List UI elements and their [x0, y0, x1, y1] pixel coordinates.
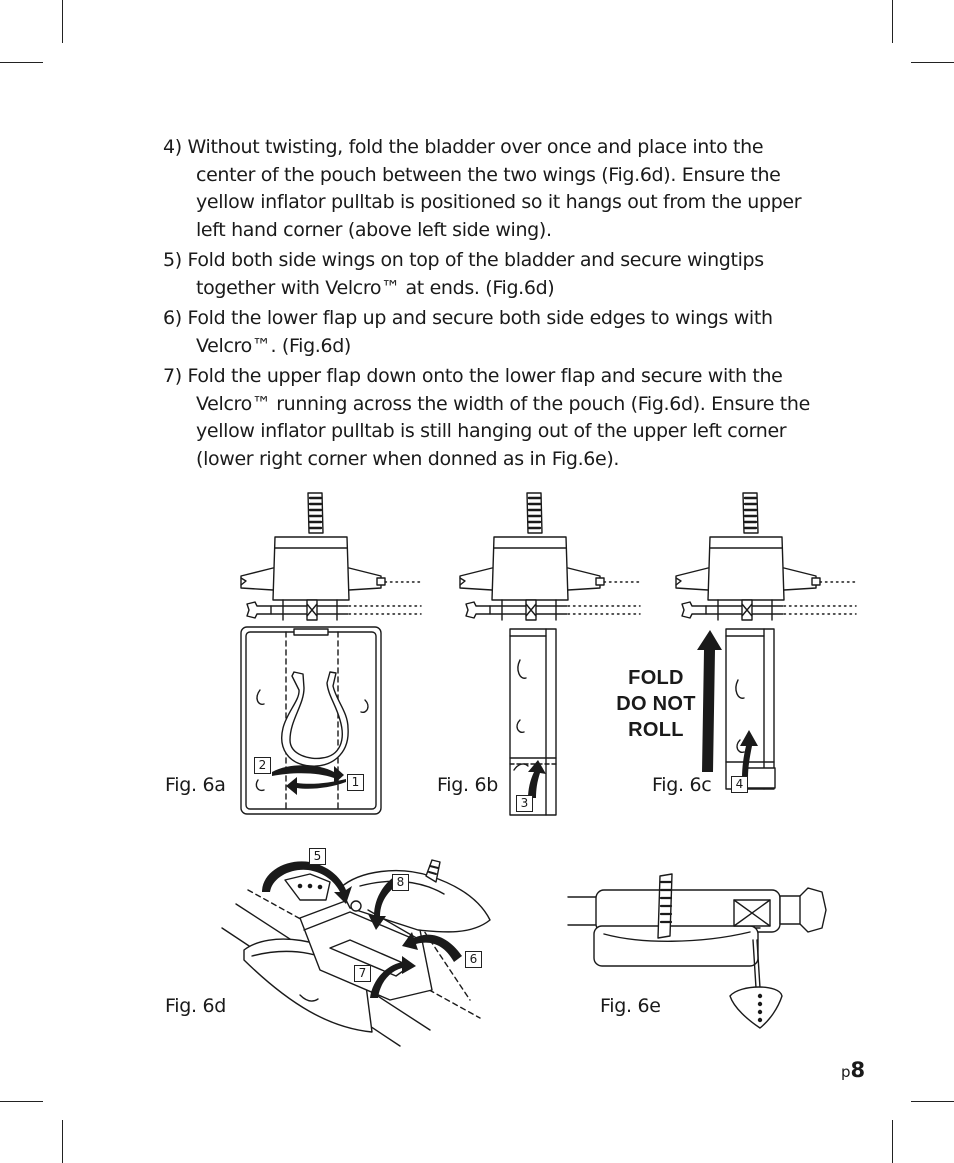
fig-6c-illustration	[676, 493, 856, 789]
fig-6b-illustration	[460, 493, 640, 815]
callout-7: 7	[354, 965, 371, 982]
page-number-value: 8	[850, 1058, 866, 1082]
fig-6e-label: Fig. 6e	[600, 995, 661, 1017]
callout-2: 2	[254, 757, 271, 774]
fold-line-2: DO NOT	[616, 693, 696, 715]
page-number-prefix: p	[841, 1063, 851, 1081]
callout-5: 5	[309, 848, 326, 865]
fold-do-not-roll-warning	[606, 665, 706, 743]
callout-1: 1	[347, 774, 364, 791]
fig-6a-label: Fig. 6a	[165, 774, 226, 796]
fold-line-1: FOLD	[628, 667, 684, 689]
callout-3: 3	[516, 795, 533, 812]
instruction-step-6: 6) Fold the lower flap up and secure both side edges to wings with Velcro™. (Fig.6d)	[163, 307, 773, 357]
fold-line-3: ROLL	[628, 719, 684, 741]
callout-8: 8	[392, 874, 409, 891]
fig-6d-label: Fig. 6d	[165, 995, 227, 1017]
fig-6c-label: Fig. 6c	[652, 774, 712, 796]
callout-4: 4	[731, 776, 748, 793]
instruction-step-4: 4) Without twisting, fold the bladder over once and place into the center of the pouch between the two wings (Fig.6d). Ensure the yellow inflator pulltab is positioned so it hangs out from the upper left hand corner (above left side wing).	[163, 136, 802, 241]
instruction-step-7: 7) Fold the upper flap down onto the lower flap and secure with the Velcro™ running across the width of the pouch (Fig.6d). Ensure the yellow inflator pulltab is still hanging out of the upper left corner (lower right corner when donned as in Fig.6e).	[163, 365, 810, 470]
fig-6d-illustration	[222, 860, 490, 1046]
instruction-step-5: 5) Fold both side wings on top of the bladder and secure wingtips together with Velcro™ at ends. (Fig.6d)	[163, 249, 764, 299]
page-number	[841, 1058, 865, 1082]
callout-6: 6	[465, 951, 482, 968]
fig-6b-label: Fig. 6b	[437, 774, 499, 796]
